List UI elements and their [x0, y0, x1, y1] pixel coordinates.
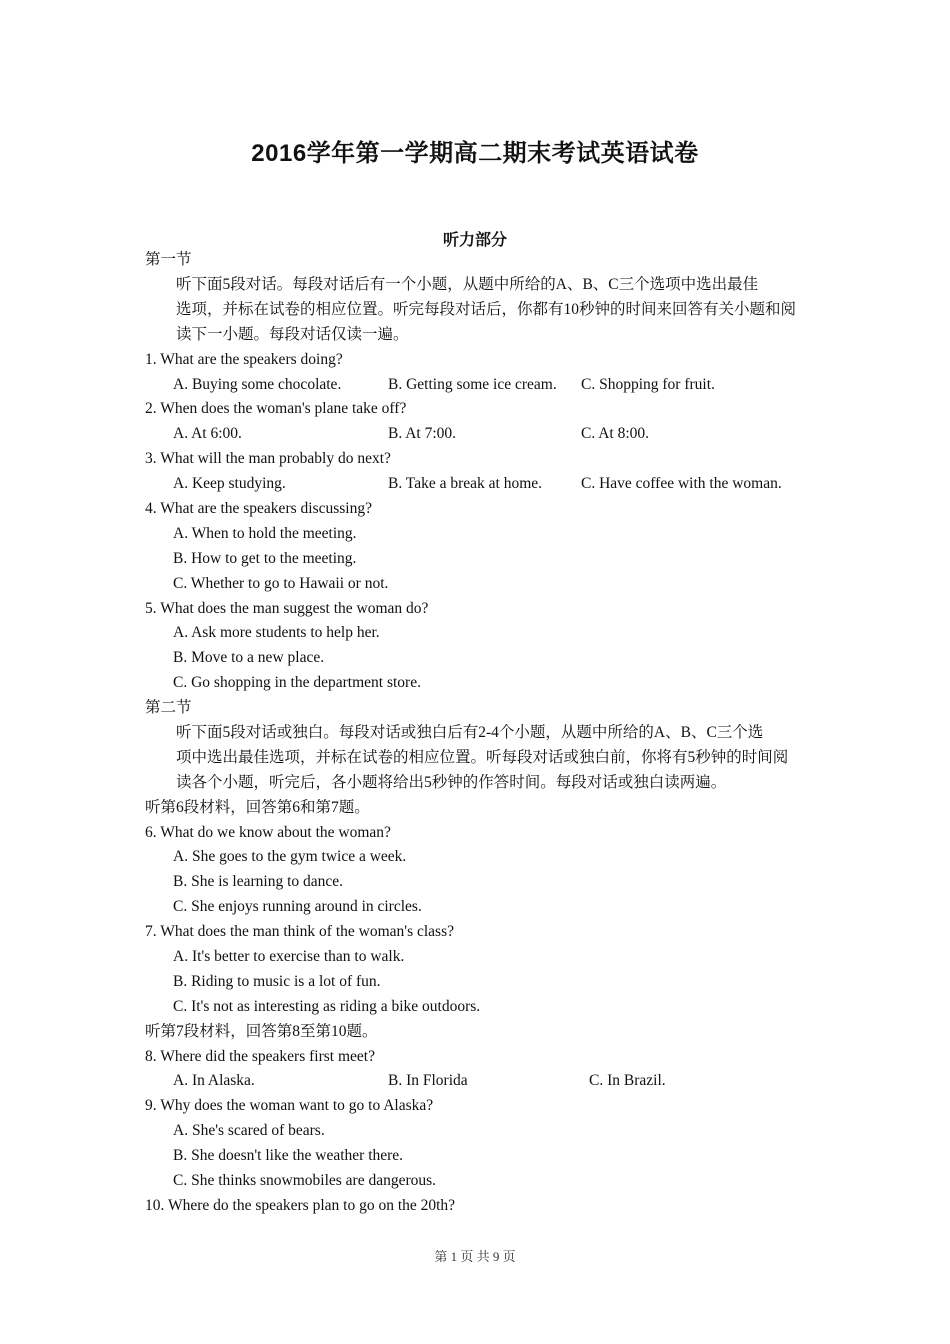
material-note: 听第7段材料，回答第8至第10题。 — [145, 1022, 378, 1040]
option-a: A. She's scared of bears. — [173, 1122, 325, 1140]
instruction-line: 选项，并标在试卷的相应位置。听完每段对话后，你都有10秒钟的时间来回答有关小题和阅 — [176, 300, 797, 318]
exam-body — [145, 248, 810, 1219]
option-b: B. Take a break at home. — [388, 475, 543, 493]
page-footer: 第 1 页 共 9 页 — [434, 1249, 516, 1264]
option-c: C. She enjoys running around in circles. — [173, 898, 422, 916]
section-title: 听力部分 — [442, 232, 507, 249]
option-a: A. She goes to the gym twice a week. — [173, 848, 407, 866]
option-c: C. She thinks snowmobiles are dangerous. — [173, 1172, 437, 1190]
option-b: B. Move to a new place. — [173, 649, 325, 667]
instruction-line: 读各个小题，听完后，各小题将给出5秒钟的作答时间。每段对话或独白读两遍。 — [176, 773, 727, 791]
option-c: C. Whether to go to Hawaii or not. — [173, 574, 389, 592]
instruction-line: 读下一小题。每段对话仅读一遍。 — [176, 325, 409, 343]
option-a: A. In Alaska. — [173, 1072, 255, 1090]
options-row — [145, 1069, 810, 1094]
question-stem: 4. What are the speakers discussing? — [145, 499, 372, 517]
question-stem: 7. What does the man think of the woman's class? — [145, 923, 454, 941]
option-a: A. At 6:00. — [173, 425, 242, 443]
options-row — [145, 373, 810, 398]
option-a: A. When to hold the meeting. — [173, 524, 357, 542]
part-label: 第一节 — [145, 251, 192, 268]
option-a: A. Buying some chocolate. — [173, 375, 342, 393]
part-instructions — [145, 273, 810, 348]
instruction-line: 项中选出最佳选项，并标在试卷的相应位置。听每段对话或独白前，你将有5秒钟的时间阅 — [176, 748, 789, 766]
question-stem: 6. What do we know about the woman? — [145, 823, 391, 841]
options-row — [145, 422, 810, 447]
option-b: B. In Florida — [388, 1072, 468, 1090]
option-a: A. Keep studying. — [173, 475, 286, 493]
question-stem: 2. When does the woman's plane take off? — [145, 400, 407, 418]
question-stem: 3. What will the man probably do next? — [145, 450, 391, 468]
option-b: B. How to get to the meeting. — [173, 549, 357, 567]
part-label: 第二节 — [145, 699, 192, 717]
material-note: 听第6段材料，回答第6和第7题。 — [145, 798, 370, 816]
instruction-line: 听下面5段对话。每段对话后有一个小题，从题中所给的A、B、C三个选项中选出最佳 — [176, 275, 759, 293]
options-row — [145, 472, 810, 497]
page-title: 2016学年第一学期高二期末考试英语试卷 — [251, 140, 699, 167]
option-b: B. She is learning to dance. — [173, 873, 344, 891]
option-b: B. At 7:00. — [388, 425, 457, 443]
option-c: C. At 8:00. — [581, 425, 650, 443]
question-stem: 5. What does the man suggest the woman do? — [145, 599, 429, 617]
option-c: C. Shopping for fruit. — [581, 375, 715, 393]
option-b: B. Riding to music is a lot of fun. — [173, 972, 381, 990]
part-instructions — [145, 721, 810, 796]
option-b: B. She doesn't like the weather there. — [173, 1147, 404, 1165]
question-stem: 10. Where do the speakers plan to go on the 20th? — [145, 1196, 456, 1214]
option-c: C. Go shopping in the department store. — [173, 674, 421, 692]
option-c: C. Have coffee with the woman. — [581, 475, 782, 493]
question-stem: 9. Why does the woman want to go to Alaska? — [145, 1097, 434, 1115]
option-c: C. In Brazil. — [589, 1072, 666, 1090]
question-stem: 8. Where did the speakers first meet? — [145, 1047, 375, 1065]
option-a: A. Ask more students to help her. — [173, 624, 380, 642]
question-stem: 1. What are the speakers doing? — [145, 350, 343, 368]
option-a: A. It's better to exercise than to walk. — [173, 948, 405, 966]
option-b: B. Getting some ice cream. — [388, 375, 557, 393]
instruction-line: 听下面5段对话或独白。每段对话或独白后有2-4个小题，从题中所给的A、B、C三个选 — [176, 723, 764, 741]
option-c: C. It's not as interesting as riding a bike outdoors. — [173, 997, 481, 1015]
